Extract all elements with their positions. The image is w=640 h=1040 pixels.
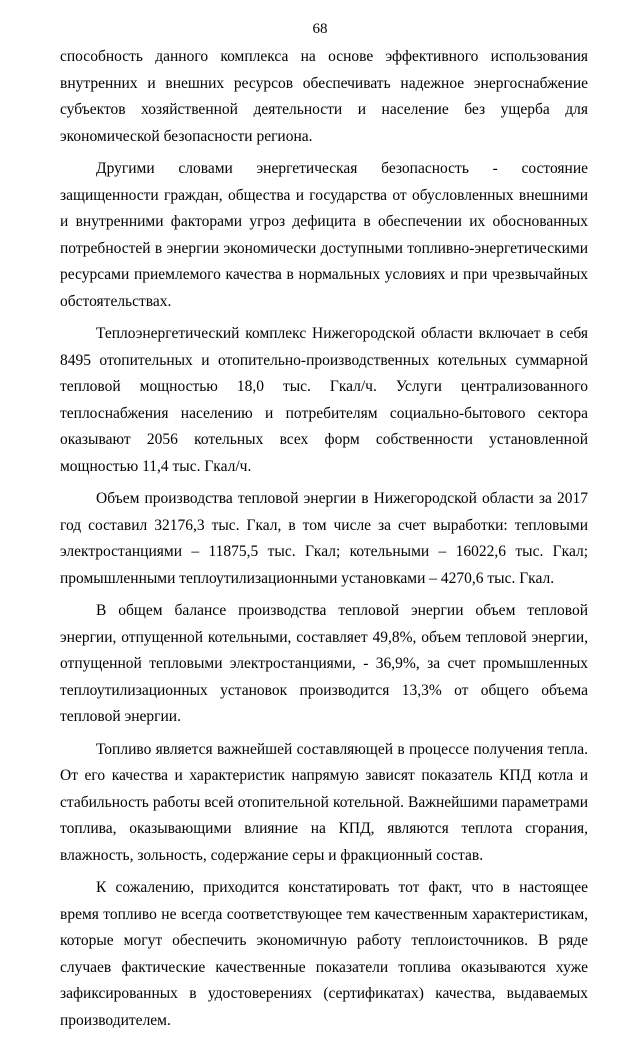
paragraph-fuel-quality: К сожалению, приходится констатировать тот факт, что в настоящее время топливо не всегда соответствующее тем качественным характеристикам, которые могут обеспечить экономичную работу теплоисточников. В ряде случаев фактические качественные показатели топлива оказываются хуже зафиксированных в удостоверениях (сертификатах) качества, выдаваемых производителем. <box>60 879 588 1029</box>
paragraph-balance: В общем балансе производства тепловой энергии объем тепловой энергии, отпущенной котельными, составляет 49,8%, объем тепловой энергии, отпущенной тепловыми электростанциями, - 36,9%, за счет промышленных теплоутилизационных установок производится 13,3% от общего объема тепловой энергии. <box>60 602 588 725</box>
page-number: 68 <box>312 21 328 37</box>
paragraph-continued: способность данного комплекса на основе эффективного использования внутренних и внешних ресурсов обеспечивать надежное энергоснабжение субъектов хозяйственной деятельности и население без ущерба для экономической безопасности региона. <box>60 48 588 145</box>
paragraph-production-volume: Объем производства тепловой энергии в Нижегородской области за 2017 год составил 32176,3 тыс. Гкал, в том числе за счет выработки: тепловыми электростанциями – 11875,5 тыс. Гкал; котельными – 16022,6 тыс. Гкал; промышленными теплоутилизационными установками – 4270,6 тыс. Гкал. <box>60 490 588 587</box>
paragraph-fuel: Топливо является важнейшей составляющей в процессе получения тепла. От его качества и характеристик напрямую зависят показатель КПД котла и стабильность работы всей отопительной котельной. Важнейшими параметрами топлива, оказывающими влияние на КПД, являются теплота сгорания, влажность, зольность, содержание серы и фракционный состав. <box>60 740 588 864</box>
paragraph-heat-complex: Теплоэнергетический комплекс Нижегородской области включает в себя 8495 отопительных и отопительно-производственных котельных суммарной тепловой мощностью 18,0 тыс. Гкал/ч. Услуги централизованного теплоснабжения населению и потребителям социально-бытового сектора оказывают 2056 котельных всех форм собственности установленной мощностью 11,4 тыс. Гкал/ч. <box>60 325 588 475</box>
paragraph-energy-security: Другими словами энергетическая безопасность - состояние защищенности граждан, общества и государства от обусловленных внешними и внутренними факторами угроз дефицита в обеспечении их обоснованных потребностей в энергии экономически доступными топливно-энергетическими ресурсами приемлемого качества в нормальных условиях и при чрезвычайных обстоятельствах. <box>60 160 588 310</box>
document-body <box>60 44 588 1040</box>
